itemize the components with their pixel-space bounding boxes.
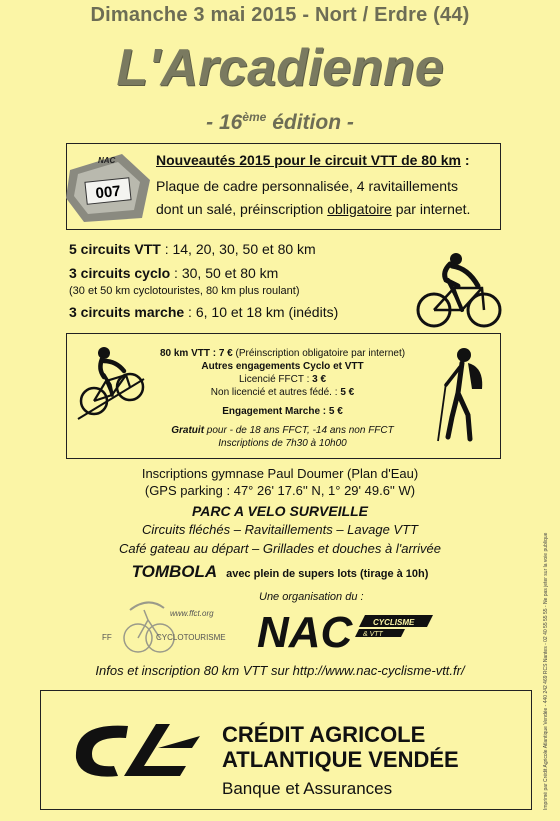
road-cyclist-icon <box>412 250 504 330</box>
circuits-cyclo: 3 circuits cyclo : 30, 50 et 80 km <box>69 265 279 281</box>
news-line-2: dont un salé, préinscription obligatoire par internet. <box>156 201 471 217</box>
price-non-licencie: Non licencié et autres fédé. : 5 € <box>210 387 355 398</box>
circuits-vtt: 5 circuits VTT : 14, 20, 30, 50 et 80 km <box>69 241 316 257</box>
price-autres: Autres engagements Cyclo et VTT <box>201 361 364 372</box>
svg-text:CYCLISME: CYCLISME <box>373 618 415 627</box>
price-licencie: Licencié FFCT : 3 € <box>238 374 327 385</box>
price-marche: Engagement Marche : 5 € <box>222 406 343 417</box>
bank-tagline: Banque et Assurances <box>222 779 393 798</box>
circuits-marche: 3 circuits marche : 6, 10 et 18 km (inédits) <box>69 304 339 320</box>
svg-text:CYCLOTOURISME: CYCLOTOURISME <box>156 633 226 642</box>
tombola-line: TOMBOLA avec plein de supers lots (tirage à 10h) <box>131 562 429 581</box>
gps-coordinates: (GPS parking : 47° 26' 17.6'' N, 1° 29' 49.6'' W) <box>144 483 416 498</box>
legal-side-note: Imprimé par Crédit Agricole Atlantique Vendée - 440 242 469 RCS Nantes - 02 40 55 55 55 - Ne pas jeter sur la voie publique <box>543 532 549 810</box>
price-vtt: 80 km VTT : 7 € (Préinscription obligatoire par internet) <box>159 348 406 359</box>
bank-name-2: ATLANTIQUE VENDÉE <box>222 747 459 772</box>
bank-name-1: CRÉDIT AGRICOLE <box>222 722 426 747</box>
price-gratuit: Gratuit pour - de 18 ans FFCT, -14 ans non FFCT <box>171 425 394 436</box>
nac-logo <box>255 603 435 655</box>
inscription-hours: Inscriptions de 7h30 à 10h00 <box>218 438 347 449</box>
svg-text:007: 007 <box>94 182 122 203</box>
event-date: Dimanche 3 mai 2015 - Nort / Erdre (44) <box>90 4 470 26</box>
infos-url: Infos et inscription 80 km VTT sur http://www.nac-cyclisme-vtt.fr/ <box>95 663 465 678</box>
event-title: L'Arcadienne <box>116 39 444 97</box>
svg-text:NAC: NAC <box>257 608 353 657</box>
services-line: Circuits fléchés – Ravitaillements – Lavage VTT <box>141 522 418 537</box>
svg-text:& VTT: & VTT <box>363 631 383 638</box>
edition-label: - 16ème édition - <box>206 110 354 134</box>
news-heading: Nouveautés 2015 pour le circuit VTT de 80 km : <box>156 152 470 168</box>
parc-velo: PARC A VELO SURVEILLE <box>191 503 369 519</box>
credit-agricole-logo <box>66 718 206 784</box>
inscriptions-location: Inscriptions gymnase Paul Doumer (Plan d'Eau) <box>141 466 419 481</box>
frame-plate-icon <box>62 148 154 226</box>
svg-text:NAC: NAC <box>98 156 116 165</box>
svg-text:www.ffct.org: www.ffct.org <box>170 609 214 618</box>
svg-text:FF: FF <box>102 633 112 642</box>
ffct-logo <box>100 590 226 658</box>
news-line-1: Plaque de cadre personnalisée, 4 ravitaillements <box>156 178 458 194</box>
circuits-cyclo-note: (30 et 50 km cyclotouristes, 80 km plus roulant) <box>69 285 300 297</box>
organisation-label: Une organisation du : <box>259 591 364 603</box>
cafe-line: Café gateau au départ – Grillades et douches à l'arrivée <box>119 541 441 556</box>
